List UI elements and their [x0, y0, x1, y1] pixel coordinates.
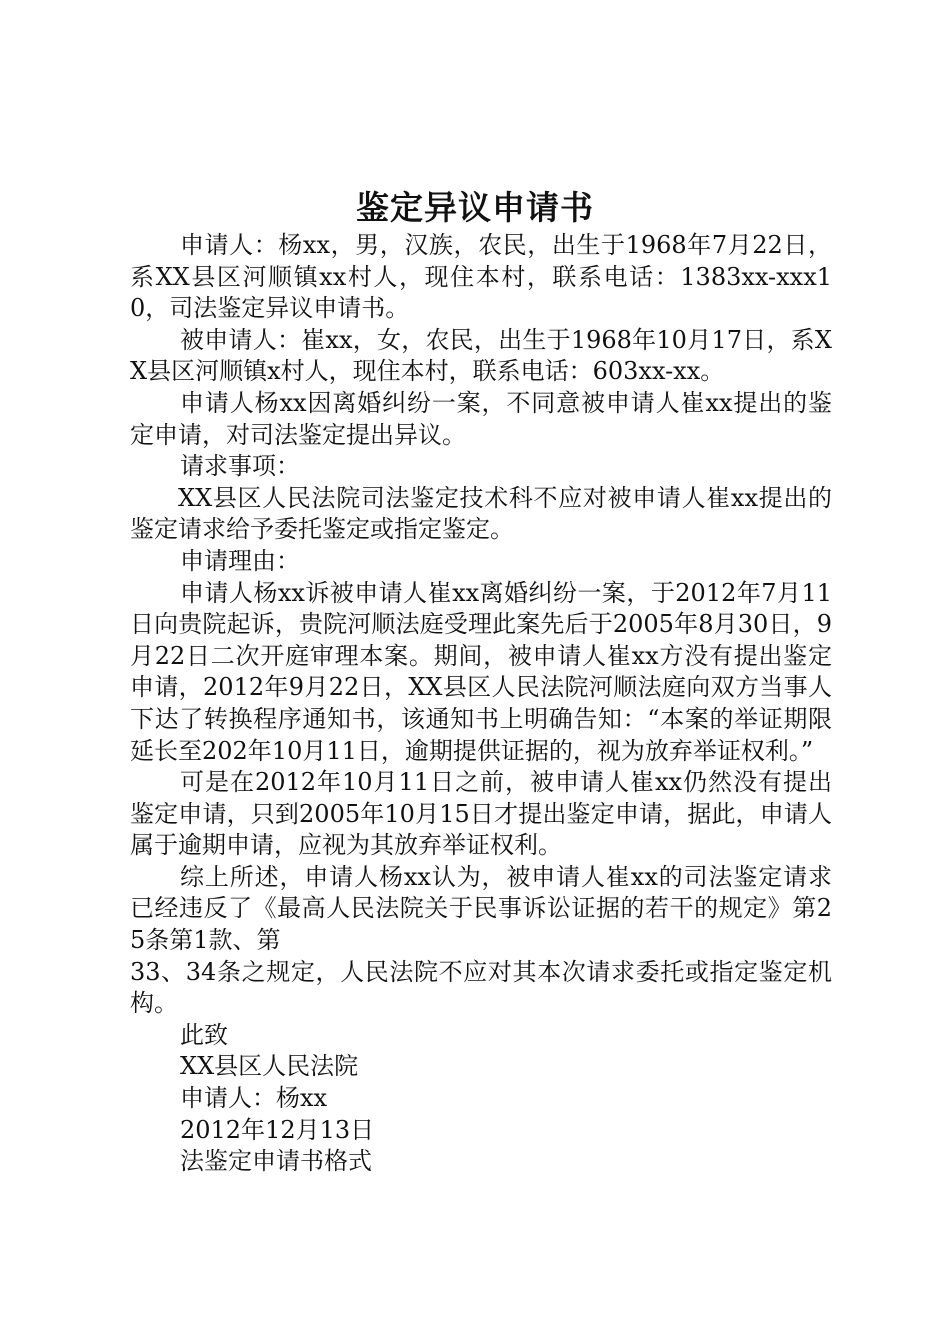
- closing-footer: 法鉴定申请书格式: [180, 1147, 372, 1176]
- respondent-paragraph: 被申请人：崔xx，女，农民，出生于1968年10月17日，系XX县区河顺镇x村人，现住本村，联系电话：603xx-xx。: [130, 325, 832, 386]
- summary-paragraph: 综上所述，申请人杨xx认为，被申请人崔xx的司法鉴定请求已经违反了《最高人民法院关于民事诉讼证据的若干的规定》第25条第1款、第: [130, 862, 832, 955]
- document-title: 鉴定异议申请书: [356, 188, 594, 227]
- applicant-paragraph: 申请人：杨xx，男，汉族，农民，出生于1968年7月22日，系XX县区河顺镇xx村人，现住本村，联系电话：1383xx-xxx10，司法鉴定异议申请书。: [130, 231, 832, 323]
- reason-paragraph: 申请人杨xx诉被申请人崔xx离婚纠纷一案，于2012年7月11日向贵院起诉，贵院河顺法庭受理此案先后于2005年8月30日，9月22日二次开庭审理本案。期间，被申请人崔xx方没有提出鉴定申请，2012年9月22日，XX县区人民法院河顺法庭向双方当事人下达了转换程序通知书，该通知书上明确告知：“本案的举证期限延长至202年10月11日，逾期提供证据的，视为放弃举证权利。”: [130, 578, 832, 765]
- closing-date: 2012年12月13日: [180, 1115, 375, 1144]
- closing-salutation: 此致: [180, 1020, 228, 1049]
- objection-paragraph: 申请人杨xx因离婚纠纷一案，不同意被申请人崔xx提出的鉴定申请，对司法鉴定提出异议。: [130, 388, 832, 449]
- closing-applicant: 申请人：杨xx: [180, 1084, 328, 1113]
- closing-court: XX县区人民法院: [180, 1052, 359, 1081]
- request-paragraph: XX县区人民法院司法鉴定技术科不应对被申请人崔xx提出的鉴定请求给予委托鉴定或指定鉴定。: [130, 483, 832, 544]
- overdue-paragraph: 可是在2012年10月11日之前，被申请人崔xx仍然没有提出鉴定申请，只到2005年10月15日才提出鉴定申请，据此，申请人属于逾期申请，应视为其放弃举证权利。: [130, 768, 832, 860]
- summary-continuation: 33、34条之规定，人民法院不应对其本次请求委托或指定鉴定机构。: [130, 957, 832, 1018]
- request-heading: 请求事项：: [180, 452, 300, 481]
- reason-heading: 申请理由：: [180, 546, 300, 575]
- document-body: [130, 230, 832, 1178]
